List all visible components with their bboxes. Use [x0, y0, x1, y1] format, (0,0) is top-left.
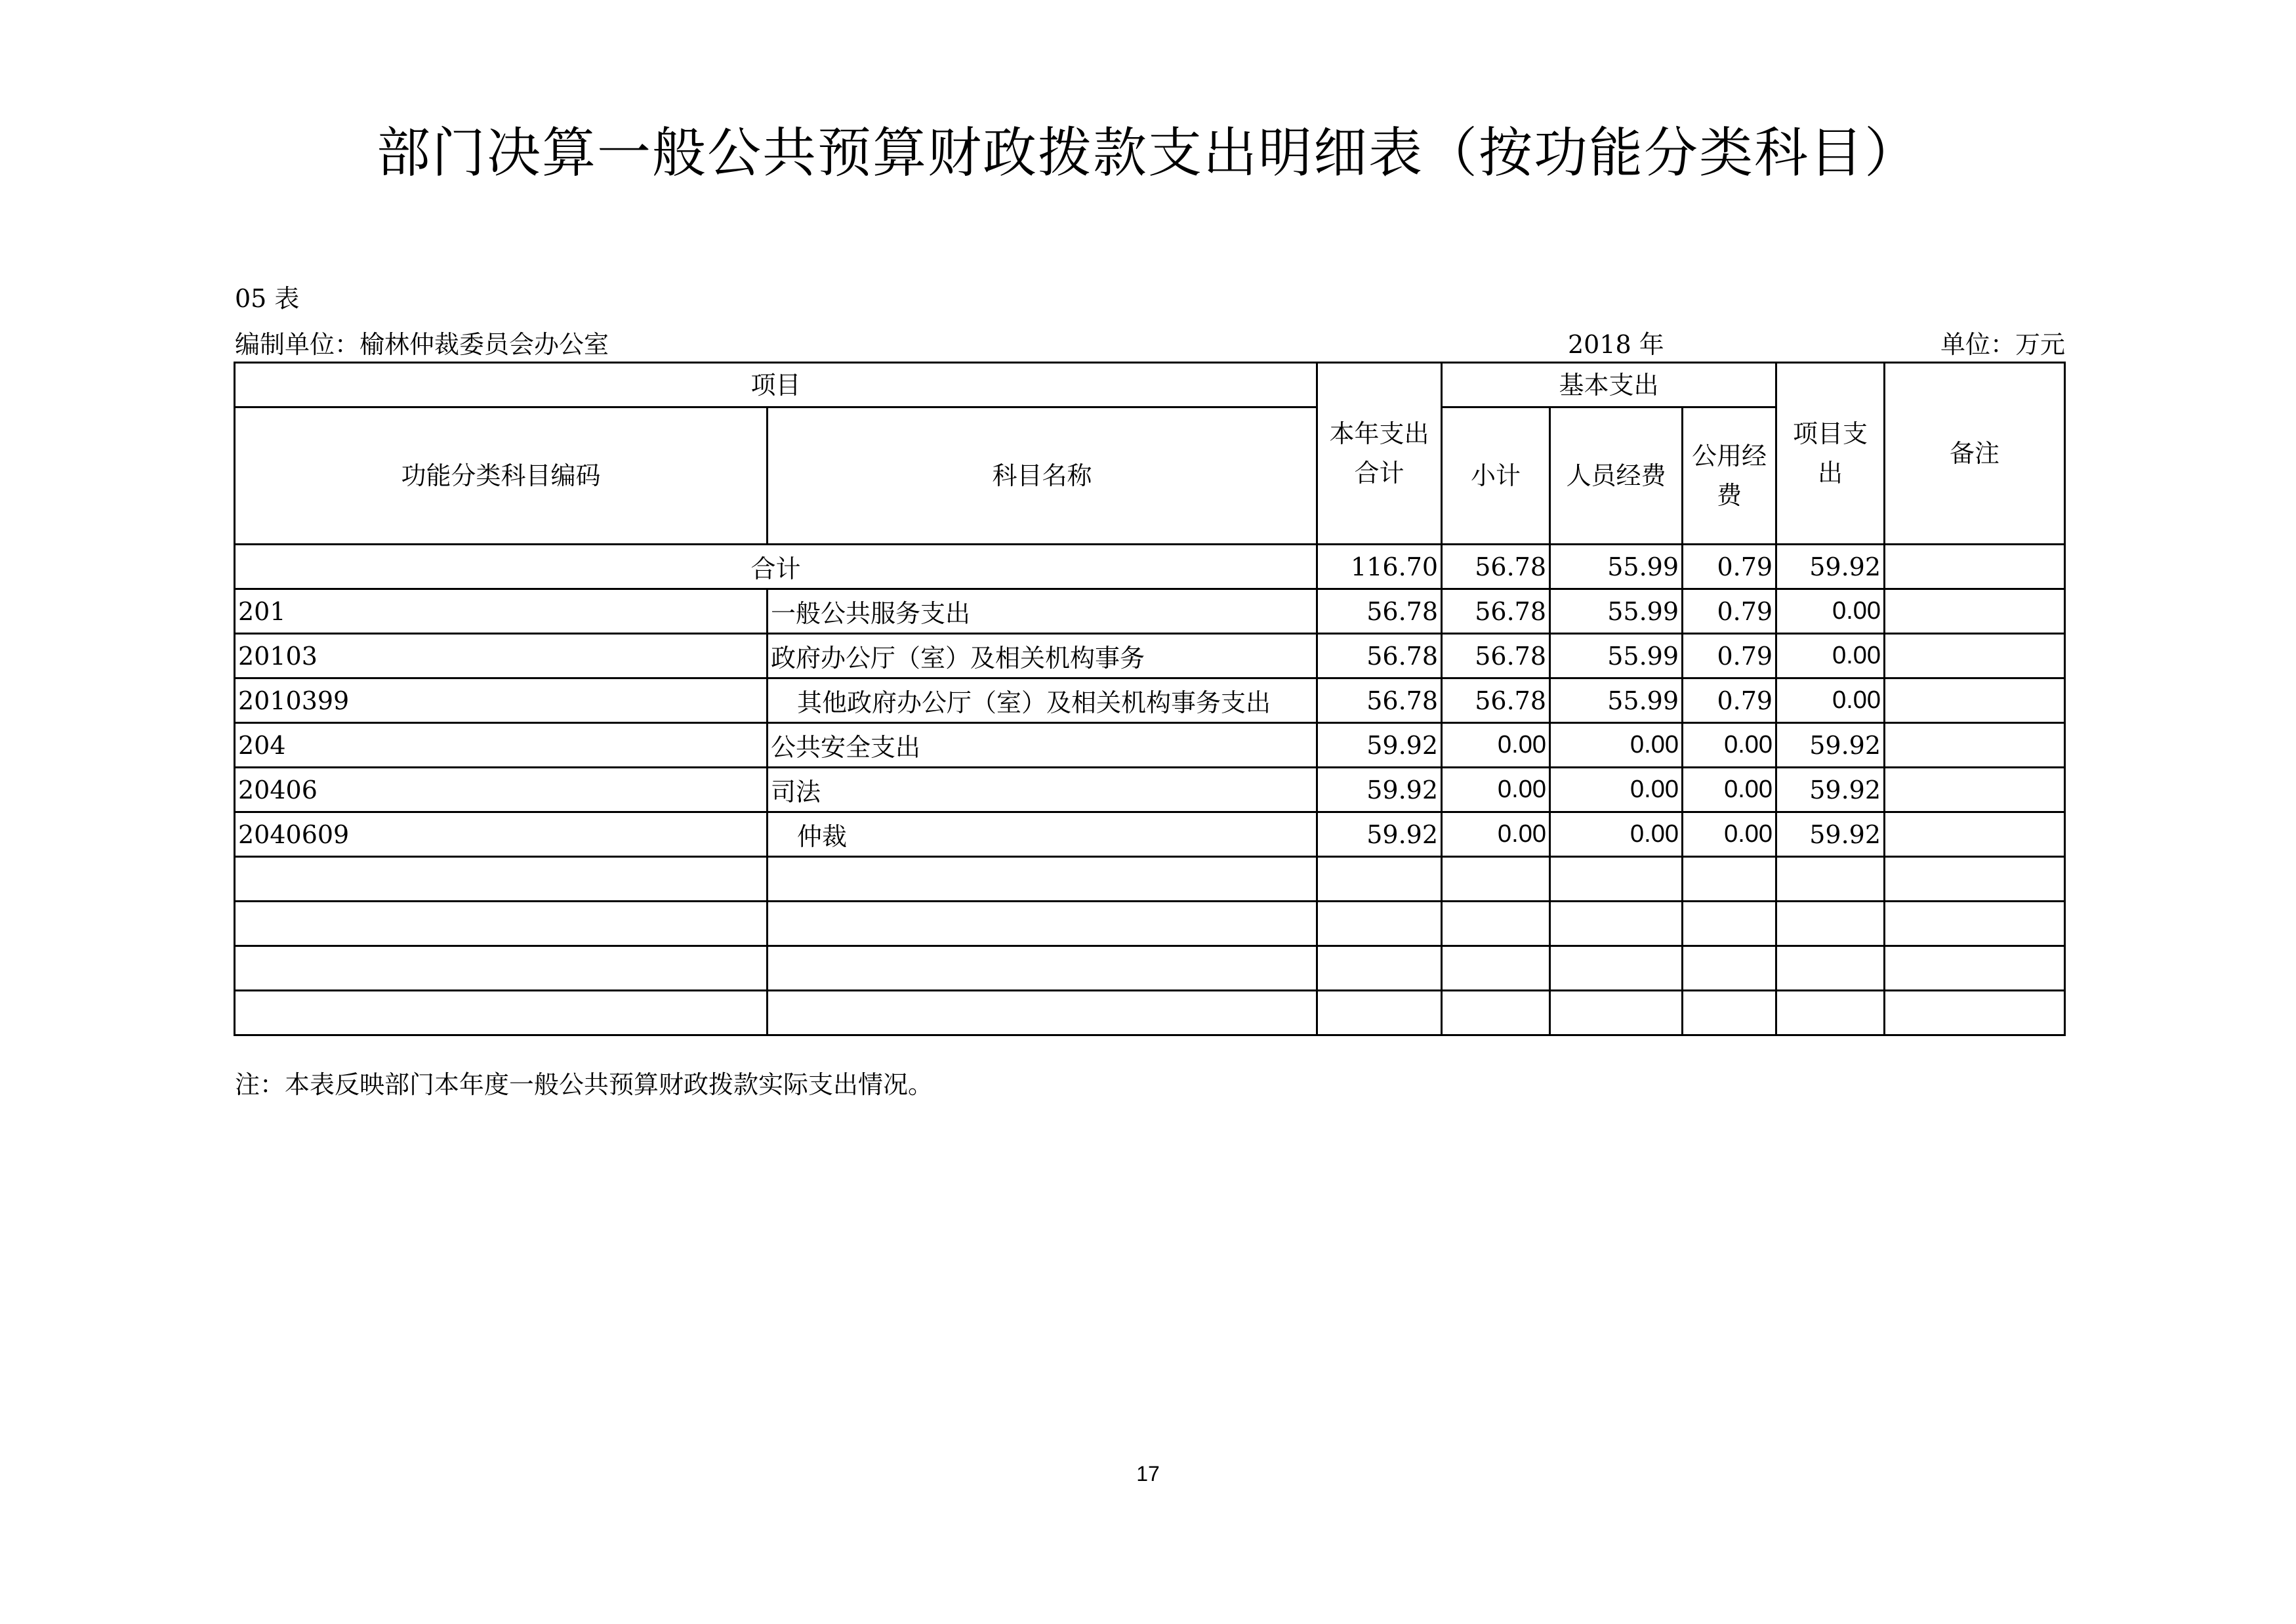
row-total: 56.78	[1317, 589, 1442, 634]
page-number: 17	[1136, 1462, 1160, 1486]
expenditure-table	[234, 362, 2066, 1036]
table-row	[235, 634, 2065, 678]
row-code: 20103	[235, 634, 768, 678]
header-public	[1683, 407, 1776, 545]
total-personnel: 55.99	[1550, 545, 1683, 589]
empty-row	[235, 946, 2065, 991]
row-public: 0.00	[1683, 723, 1776, 768]
row-code: 2010399	[235, 678, 768, 723]
table-row	[235, 678, 2065, 723]
unit-line: 单位：万元	[1940, 330, 2065, 359]
row-project: 0.00	[1776, 589, 1885, 634]
row-code: 201	[235, 589, 768, 634]
total-public: 0.79	[1683, 545, 1776, 589]
row-total: 56.78	[1317, 678, 1442, 723]
row-name: 其他政府办公厅（室）及相关机构事务支出	[768, 678, 1317, 723]
row-total: 59.92	[1317, 768, 1442, 812]
row-name: 一般公共服务支出	[768, 589, 1317, 634]
header-total-line2: 合计	[1354, 459, 1404, 488]
row-subtotal: 0.00	[1442, 812, 1550, 857]
row-remark	[1885, 768, 2065, 812]
header-project: 项目	[235, 363, 1317, 407]
total-project: 59.92	[1776, 545, 1885, 589]
row-name: 政府办公厅（室）及相关机构事务	[768, 634, 1317, 678]
header-subtotal: 小计	[1442, 407, 1550, 545]
table-row	[235, 812, 2065, 857]
row-name: 司法	[768, 768, 1317, 812]
row-subtotal: 0.00	[1442, 723, 1550, 768]
total-total: 116.70	[1317, 545, 1442, 589]
row-total: 56.78	[1317, 634, 1442, 678]
row-project: 0.00	[1776, 678, 1885, 723]
row-code: 2040609	[235, 812, 768, 857]
header-project-exp-line1: 项目支	[1793, 419, 1868, 448]
header-row-1	[235, 363, 2065, 407]
empty-row	[235, 991, 2065, 1035]
row-subtotal: 56.78	[1442, 589, 1550, 634]
row-subtotal: 0.00	[1442, 768, 1550, 812]
empty-row	[235, 857, 2065, 902]
header-name: 科目名称	[768, 407, 1317, 545]
row-name: 仲裁	[768, 812, 1317, 857]
row-personnel: 55.99	[1550, 589, 1683, 634]
row-total: 59.92	[1317, 812, 1442, 857]
header-basic: 基本支出	[1442, 363, 1776, 407]
row-remark	[1885, 589, 2065, 634]
row-project: 0.00	[1776, 634, 1885, 678]
header-public-line2: 费	[1717, 481, 1742, 510]
table-row	[235, 589, 2065, 634]
row-remark	[1885, 723, 2065, 768]
row-project: 59.92	[1776, 723, 1885, 768]
row-subtotal: 56.78	[1442, 634, 1550, 678]
row-personnel: 55.99	[1550, 634, 1683, 678]
row-total: 59.92	[1317, 723, 1442, 768]
header-total	[1317, 363, 1442, 545]
row-public: 0.79	[1683, 634, 1776, 678]
row-personnel: 0.00	[1550, 812, 1683, 857]
total-subtotal: 56.78	[1442, 545, 1550, 589]
header-remark: 备注	[1885, 363, 2065, 545]
row-name: 公共安全支出	[768, 723, 1317, 768]
total-remark	[1885, 545, 2065, 589]
table-number: 05 表	[235, 284, 300, 313]
row-personnel: 0.00	[1550, 768, 1683, 812]
row-public: 0.79	[1683, 589, 1776, 634]
row-project: 59.92	[1776, 768, 1885, 812]
page-title: 部门决算一般公共预算财政拨款支出明细表（按功能分类科目）	[376, 122, 1919, 184]
header-total-line1: 本年支出	[1329, 419, 1429, 448]
header-code: 功能分类科目编码	[235, 407, 768, 545]
row-subtotal: 56.78	[1442, 678, 1550, 723]
row-project: 59.92	[1776, 812, 1885, 857]
empty-row	[235, 902, 2065, 946]
total-label: 合计	[235, 545, 1317, 589]
row-remark	[1885, 634, 2065, 678]
row-code: 204	[235, 723, 768, 768]
header-project-exp-line2: 出	[1818, 459, 1843, 488]
header-personnel: 人员经费	[1550, 407, 1683, 545]
total-row	[235, 545, 2065, 589]
table-row	[235, 723, 2065, 768]
table-note: 注：本表反映部门本年度一般公共预算财政拨款实际支出情况。	[235, 1070, 933, 1099]
row-personnel: 55.99	[1550, 678, 1683, 723]
year-line: 2018 年	[1568, 330, 1664, 359]
row-personnel: 0.00	[1550, 723, 1683, 768]
header-public-line1: 公用经	[1692, 442, 1767, 470]
row-public: 0.00	[1683, 812, 1776, 857]
header-project-exp	[1776, 363, 1885, 545]
organization-line: 编制单位：榆林仲裁委员会办公室	[235, 330, 609, 359]
row-public: 0.00	[1683, 768, 1776, 812]
table-row	[235, 768, 2065, 812]
row-remark	[1885, 812, 2065, 857]
row-code: 20406	[235, 768, 768, 812]
row-public: 0.79	[1683, 678, 1776, 723]
row-remark	[1885, 678, 2065, 723]
